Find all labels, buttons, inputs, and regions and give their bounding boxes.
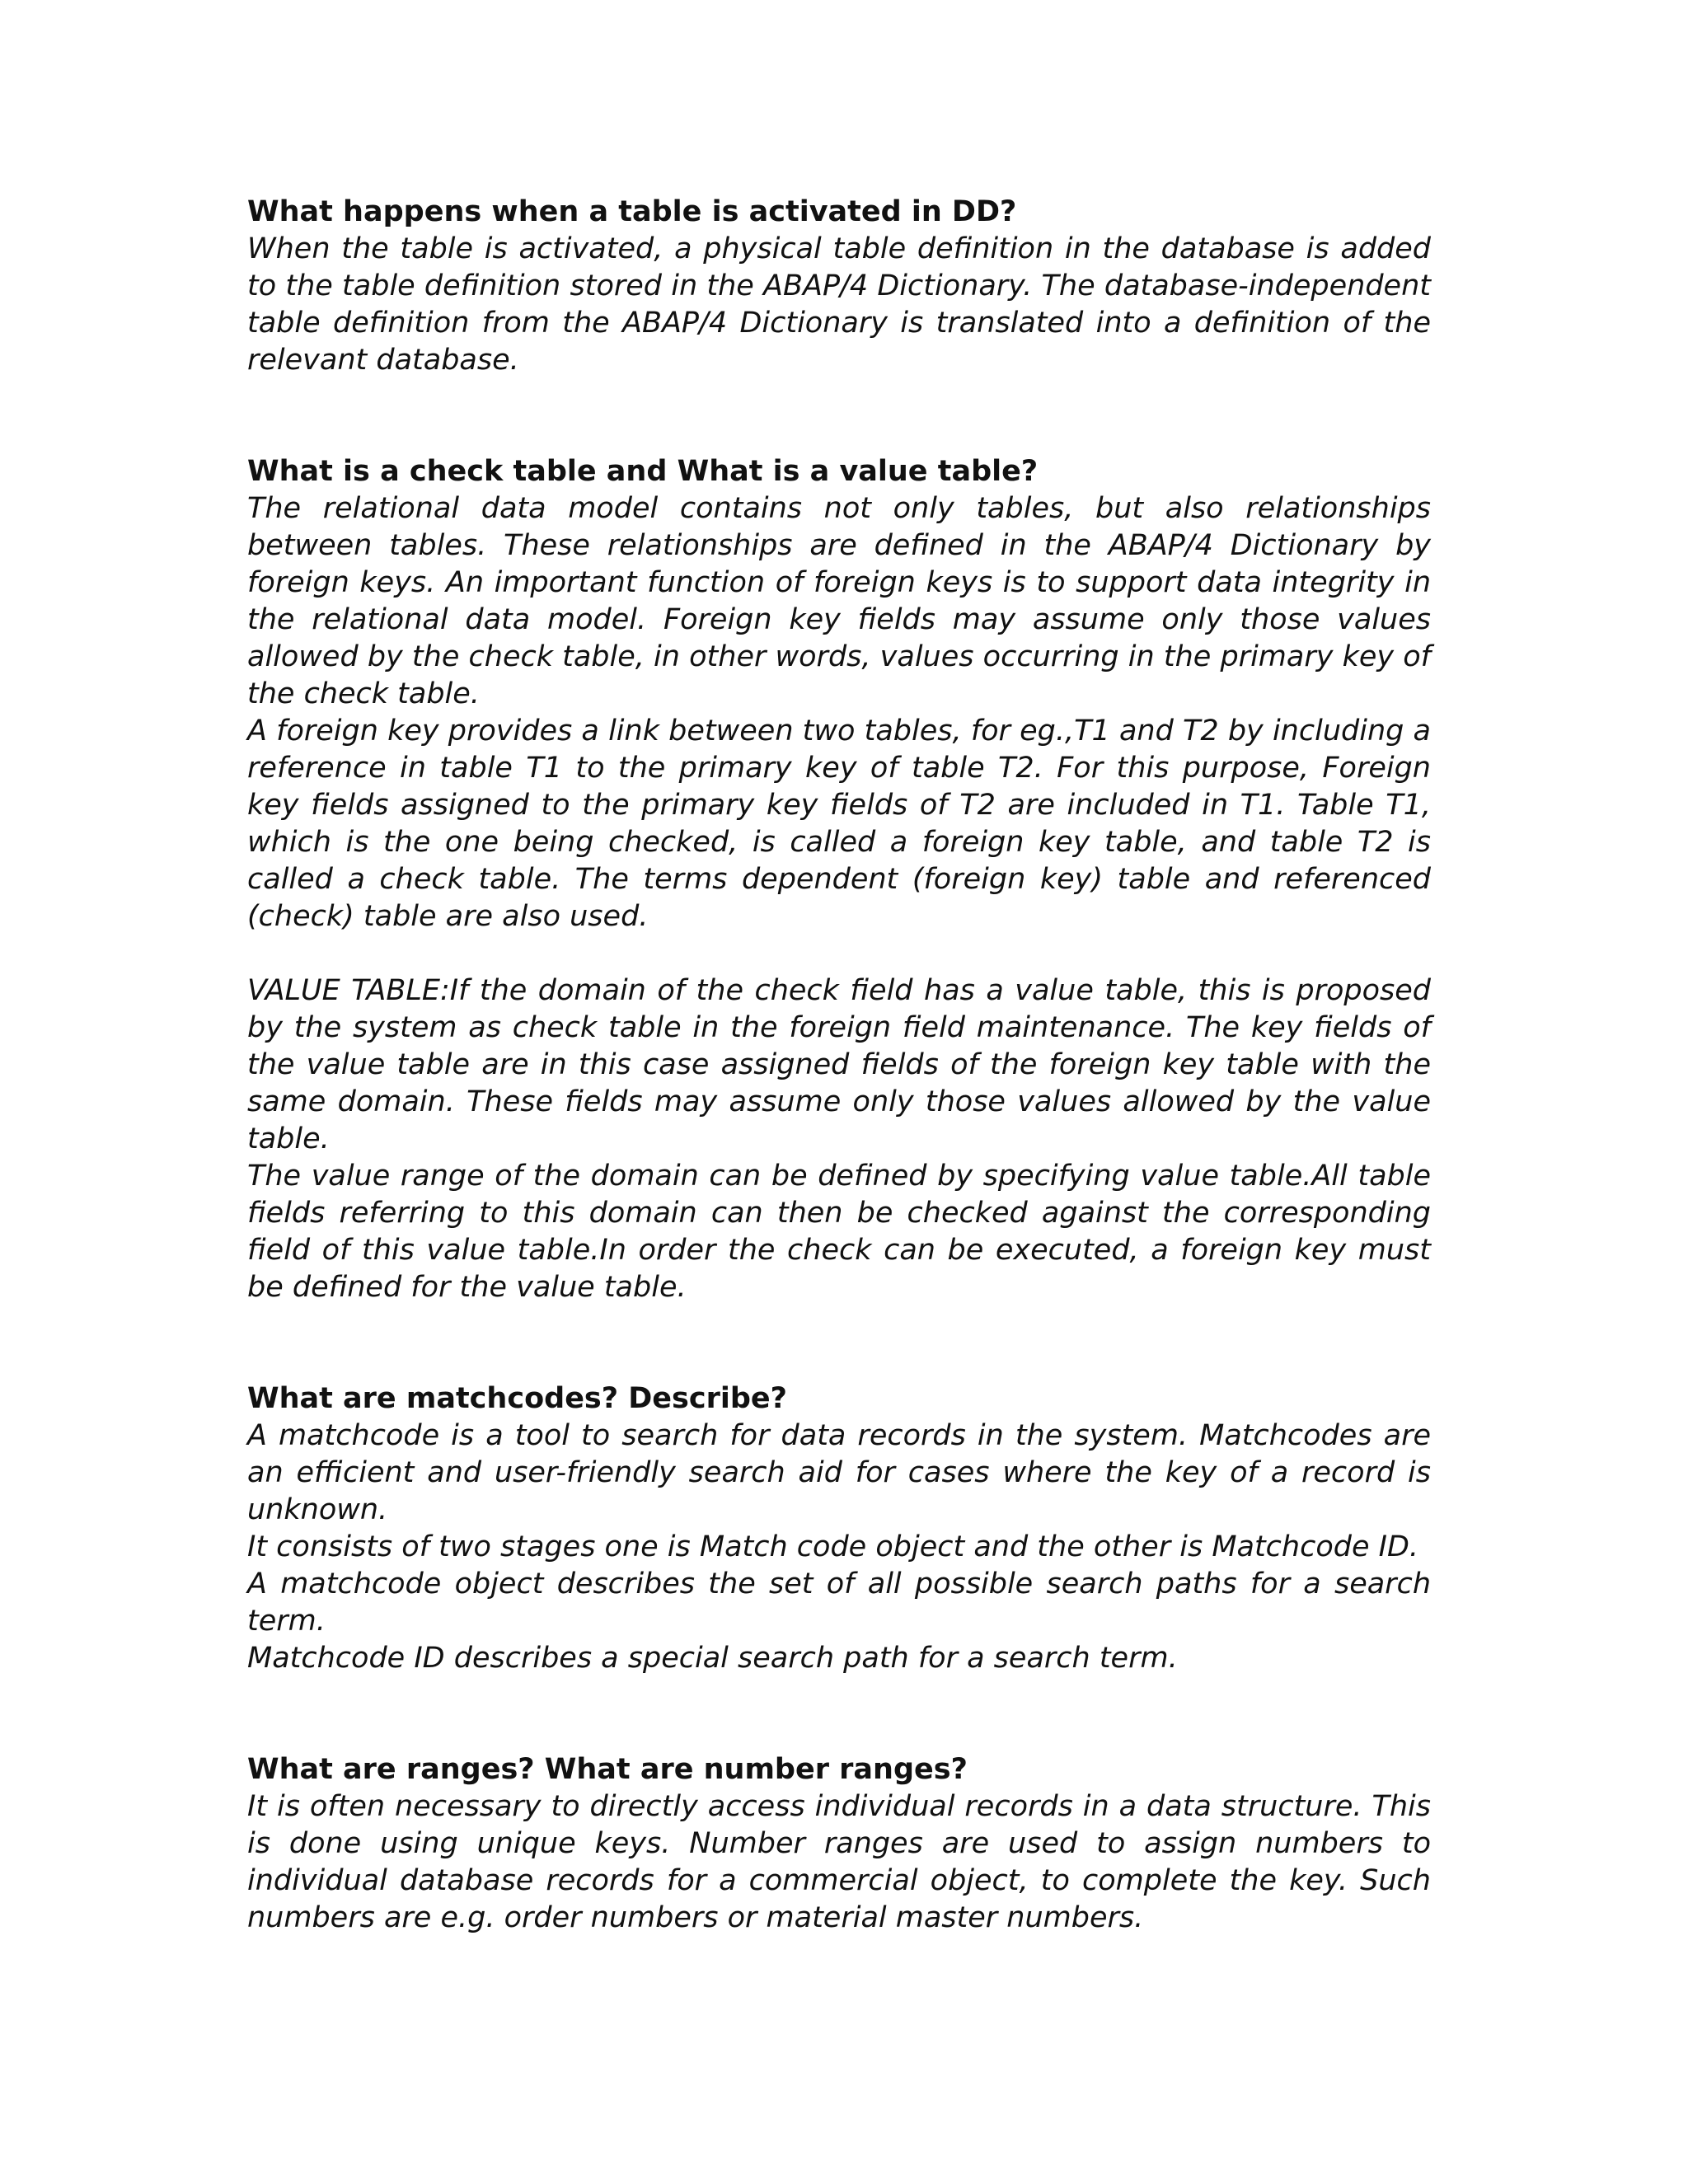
answer-paragraph: When the table is activated, a physical table definition in the database is added to the table definition stored in the ABAP/4 Dictionary. The database-independent table definition from the ABAP/4 Dictionary is translated into a definition of the relevant database. [247,232,1431,377]
section-number-ranges [247,1751,1431,1937]
answer-paragraph: It is often necessary to directly access individual records in a data structure. This is done using unique keys. Number ranges are used to assign numbers to individual database records for a commercial object, to complete the key. Such numbers are e.g. order numbers or material master numbers. [247,1790,1431,1934]
answer-paragraph: The value range of the domain can be defined by specifying value table.All table fields referring to this domain can then be checked against the corresponding field of this value table.In order the check can be executed, a foreign key must be defined for the value table. [247,1160,1431,1304]
section-table-activation [247,194,1431,379]
answer-paragraph: Matchcode ID describes a special search path for a search term. [247,1642,1178,1675]
section-spacer [247,379,1431,453]
answer-paragraph: VALUE TABLE:If the domain of the check field has a value table, this is proposed by the system as check table in the foreign field maintenance. The key fields of the value table are in this case assigned fields of the foreign key table with the same domain. These fields may assume only those values allowed by the value table. [247,974,1431,1155]
answer-paragraph: It consists of two stages one is Match code object and the other is Matchcode ID. [247,1530,1419,1563]
section-spacer [247,1677,1431,1751]
section-matchcodes [247,1380,1431,1677]
question-heading: What happens when a table is activated in DD? [247,195,1017,228]
paragraph-spacer [247,935,1431,972]
question-heading: What is a check table and What is a value table? [247,455,1039,488]
section-check-value-table [247,453,1431,1306]
answer-paragraph: A matchcode is a tool to search for data records in the system. Matchcodes are an efficient and user-friendly search aid for cases where the key of a record is unknown. [247,1419,1431,1526]
answer-paragraph: A matchcode object describes the set of all possible search paths for a search term. [247,1568,1431,1638]
section-spacer [247,1306,1431,1380]
question-heading: What are matchcodes? Describe? [247,1382,787,1415]
document-page [247,194,1431,1937]
question-heading: What are ranges? What are number ranges? [247,1753,968,1786]
answer-paragraph: A foreign key provides a link between two tables, for eg.,T1 and T2 by including a reference in table T1 to the primary key of table T2. For this purpose, Foreign key fields assigned to the primary key fields of T2 are included in T1. Table T1, which is the one being checked, is called a foreign key table, and table T2 is called a check table. The terms dependent (foreign key) table and referenced (check) table are also used. [247,715,1431,933]
answer-paragraph: The relational data model contains not only tables, but also relationships between tables. These relationships are defined in the ABAP/4 Dictionary by foreign keys. An important function of foreign keys is to support data integrity in the relational data model. Foreign key fields may assume only those values allowed by the check table, in other words, values occurring in the primary key of the check table. [247,492,1431,710]
